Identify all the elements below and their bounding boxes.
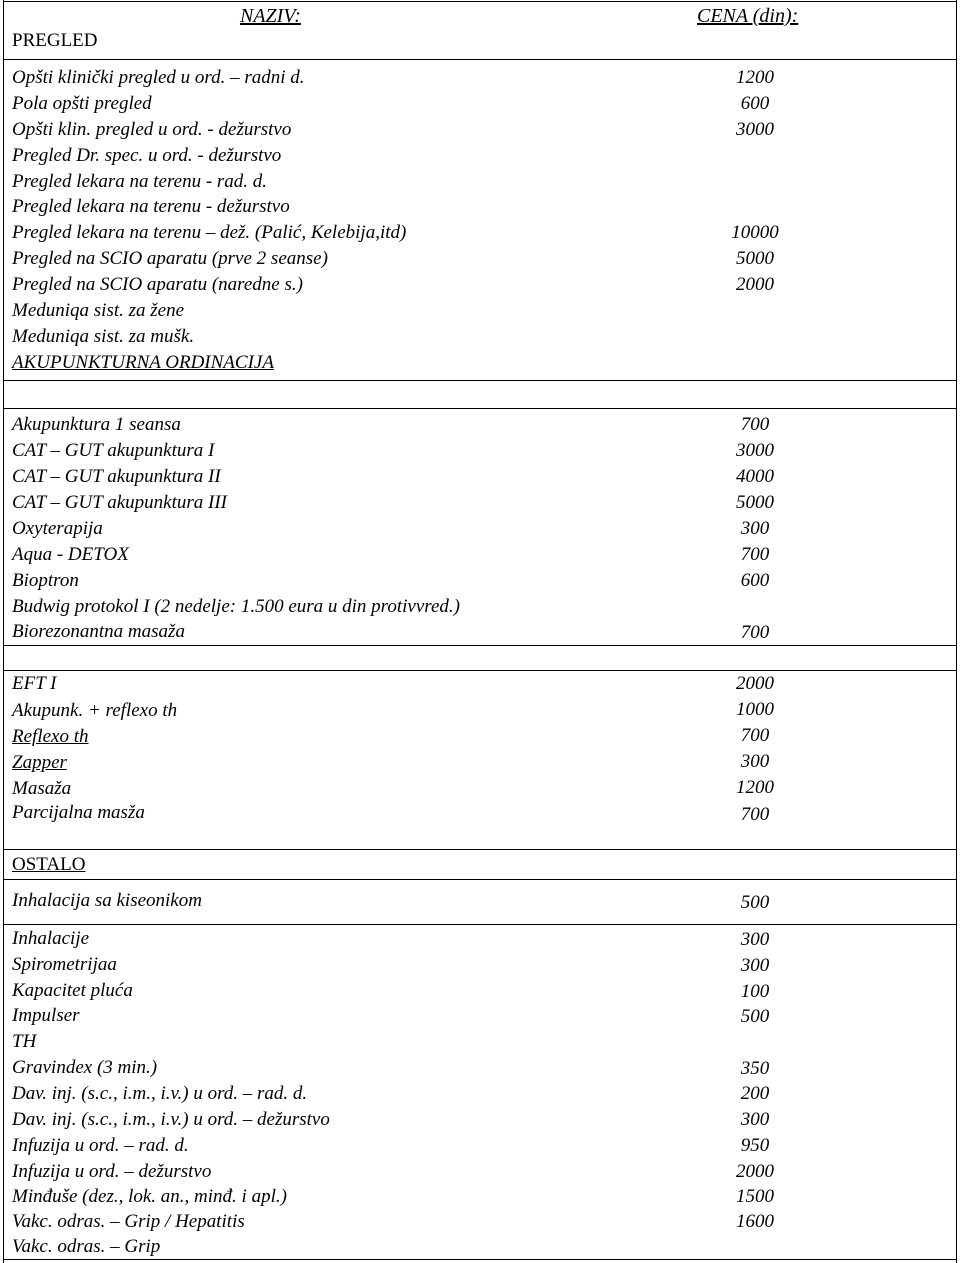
section-title-pregled: PREGLED (12, 30, 98, 51)
table-row-price: 300 (740, 955, 770, 976)
table-row-price: 3000 (736, 440, 774, 461)
table-row-price: 2000 (736, 1161, 774, 1182)
table-row-name: Inhalacija sa kiseonikom (12, 890, 202, 911)
table-row-name: Aqua - DETOX (12, 544, 129, 565)
section-title-ostalo: OSTALO (12, 854, 86, 875)
row-divider (3, 380, 957, 381)
table-row-price: 100 (740, 981, 770, 1002)
table-row-name: Meduniqa sist. za žene (12, 300, 185, 321)
table-row-name: Meduniqa sist. za mušk. (12, 326, 195, 347)
table-row-name: Opšti klinički pregled u ord. – radni d. (12, 67, 305, 88)
table-right-border (956, 0, 957, 1263)
table-row-price: 700 (740, 414, 770, 435)
table-row-name: Pregled lekara na terenu - dežurstvo (12, 196, 290, 217)
table-row-name: Inhalacije (12, 928, 90, 949)
column-header-name: NAZIV: (240, 5, 301, 27)
table-row-price: 300 (740, 518, 770, 539)
table-row-name: Vakc. odras. – Grip / Hepatitis (12, 1211, 245, 1232)
table-row-name: Pregled lekara na terenu – dež. (Palić, Kelebija,itd) (12, 222, 407, 243)
table-row-price: 1200 (736, 777, 774, 798)
column-header-price: CENA (din): (697, 5, 799, 27)
row-divider (3, 670, 957, 671)
table-row-name: CAT – GUT akupunktura III (12, 492, 227, 513)
table-row-price: 700 (740, 544, 770, 565)
table-row-price: 700 (740, 804, 770, 825)
table-row-name: Akupunk. + reflexo th (12, 700, 178, 721)
table-row-price: 5000 (736, 492, 774, 513)
section-title-akupunktura: AKUPUNKTURNA ORDINACIJA (12, 352, 274, 373)
table-row-name: CAT – GUT akupunktura I (12, 440, 215, 461)
table-row-name: Pregled na SCIO aparatu (prve 2 seanse) (12, 248, 328, 269)
table-row-price: 500 (740, 1006, 770, 1027)
row-divider (3, 924, 957, 925)
table-row-name: Reflexo th (12, 726, 89, 747)
table-row-name: Minđuše (dez., lok. an., minđ. i apl.) (12, 1186, 287, 1207)
table-row-name: Akupunktura 1 seansa (12, 414, 181, 435)
table-left-border (3, 0, 4, 1263)
table-row-price: 350 (740, 1058, 770, 1079)
table-row-price: 600 (740, 570, 770, 591)
row-divider (3, 408, 957, 409)
table-row-price: 1000 (736, 699, 774, 720)
row-divider (3, 59, 957, 60)
table-row-price: 300 (740, 1109, 770, 1130)
table-row-price: 10000 (731, 222, 779, 243)
table-row-price: 200 (740, 1083, 770, 1104)
row-divider (3, 645, 957, 646)
table-row-name: Infuzija u ord. – rad. d. (12, 1135, 189, 1156)
table-row-name: Masaža (12, 778, 72, 799)
table-row-price: 600 (740, 93, 770, 114)
table-row-price: 1600 (736, 1211, 774, 1232)
row-divider (3, 849, 957, 850)
table-row-price: 700 (740, 725, 770, 746)
table-row-name: Infuzija u ord. – dežurstvo (12, 1161, 212, 1182)
table-row-name: Bioptron (12, 570, 79, 591)
table-row-name: Spirometrijaa (12, 954, 117, 975)
table-row-price: 950 (740, 1135, 770, 1156)
table-row-price: 1500 (736, 1186, 774, 1207)
table-row-name: Dav. inj. (s.c., i.m., i.v.) u ord. – dežurstvo (12, 1109, 330, 1130)
table-row-name: Opšti klin. pregled u ord. - dežurstvo (12, 119, 292, 140)
table-row-name: EFT I (12, 673, 57, 694)
table-row-price: 2000 (736, 673, 774, 694)
table-row-name: Vakc. odras. – Grip (12, 1236, 161, 1257)
table-row-name: Oxyterapija (12, 518, 103, 539)
table-row-price: 3000 (736, 119, 774, 140)
table-row-name: Gravindex (3 min.) (12, 1057, 158, 1078)
table-bottom-border (3, 1259, 957, 1260)
table-row-name: TH (12, 1031, 37, 1052)
row-divider (3, 879, 957, 880)
table-row-name: Parcijalna masža (12, 802, 145, 823)
table-row-name: Budwig protokol I (2 nedelje: 1.500 eura u din protivvred.) (12, 596, 460, 617)
table-row-name: Pregled lekara na terenu - rad. d. (12, 171, 268, 192)
table-row-price: 1200 (736, 67, 774, 88)
table-row-name: Dav. inj. (s.c., i.m., i.v.) u ord. – rad. d. (12, 1083, 308, 1104)
table-row-price: 700 (740, 622, 770, 643)
table-row-name: Pregled Dr. spec. u ord. - dežurstvo (12, 145, 282, 166)
table-row-name: Zapper (12, 752, 67, 773)
table-row-name: Biorezonantna masaža (12, 621, 185, 642)
table-row-price: 300 (740, 751, 770, 772)
table-row-name: Pola opšti pregled (12, 93, 152, 114)
table-row-price: 5000 (736, 248, 774, 269)
table-row-name: CAT – GUT akupunktura II (12, 466, 221, 487)
table-row-price: 500 (740, 892, 770, 913)
table-top-border (3, 1, 957, 2)
table-row-name: Impulser (12, 1005, 80, 1026)
table-row-price: 2000 (736, 274, 774, 295)
table-row-price: 4000 (736, 466, 774, 487)
table-row-name: Pregled na SCIO aparatu (naredne s.) (12, 274, 303, 295)
table-row-name: Kapacitet pluća (12, 980, 133, 1001)
table-row-price: 300 (740, 929, 770, 950)
